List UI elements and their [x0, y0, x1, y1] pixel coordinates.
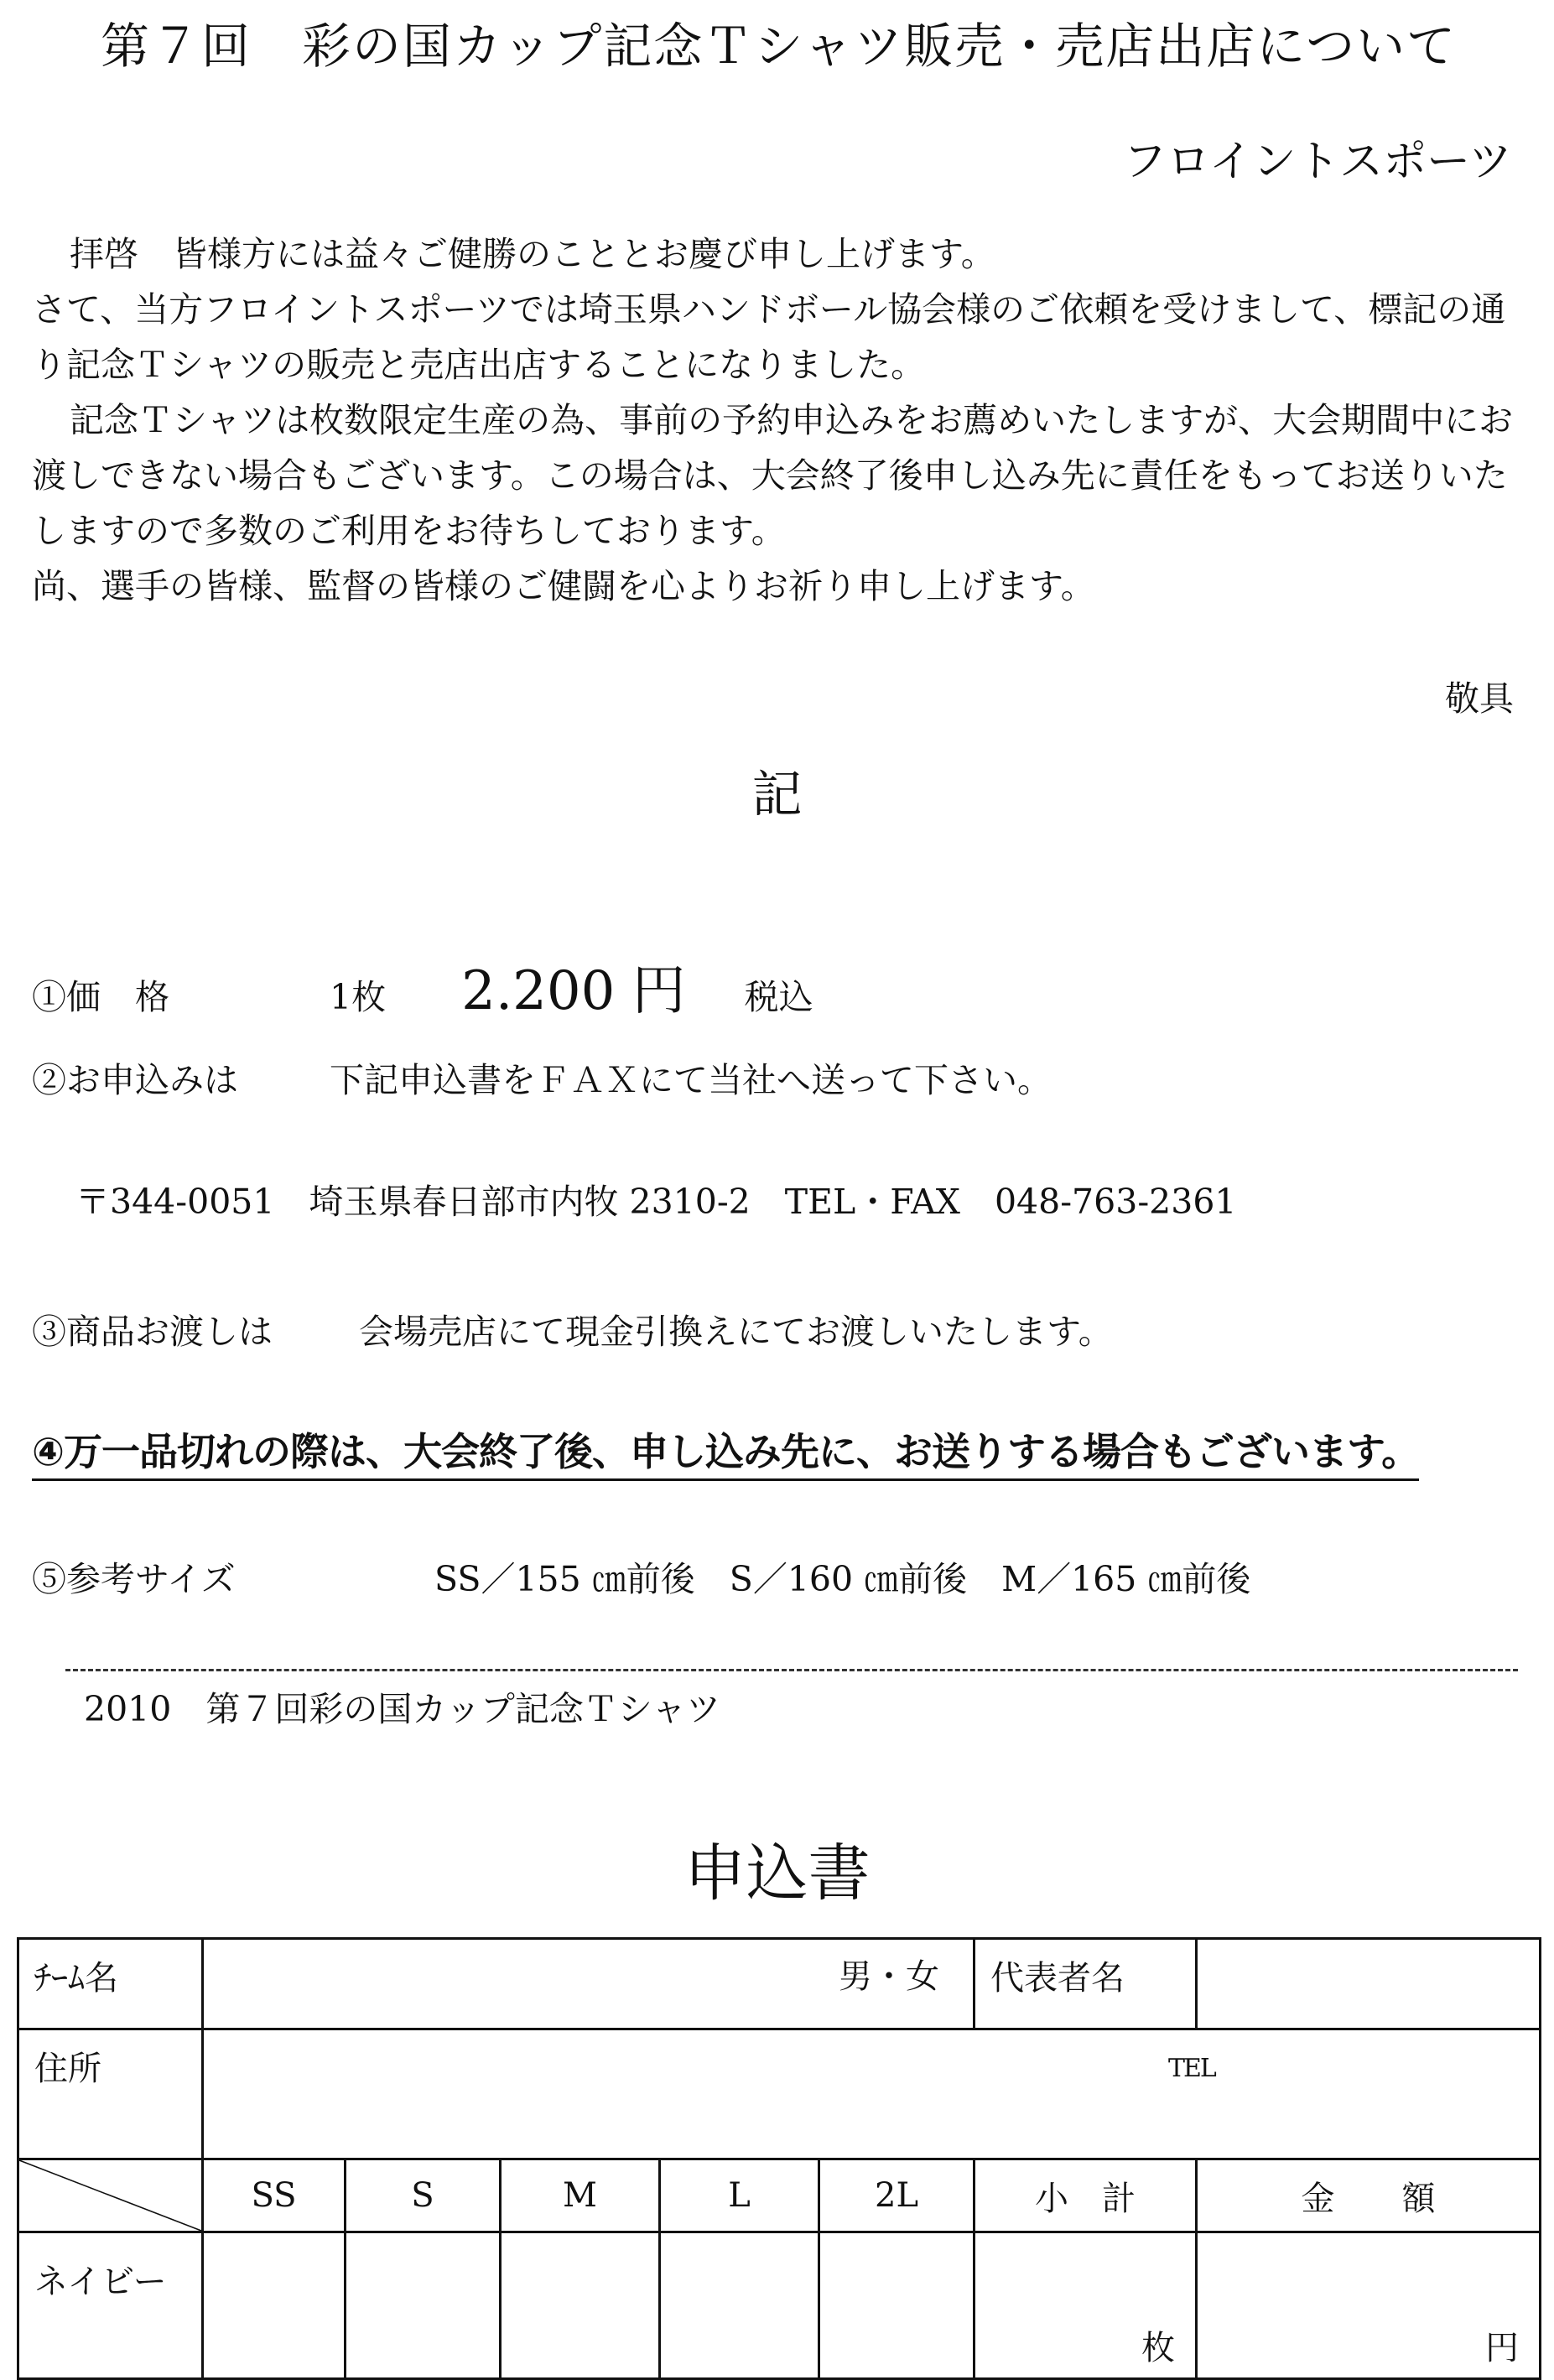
rep-label: 代表者名 — [990, 1959, 1125, 1998]
apply-label: ②お申込みは — [32, 1060, 238, 1100]
body-paragraph-greeting: 拝啓 皆様方には益々ご健勝のこととお慶び申し上げます。 — [70, 234, 995, 274]
item-sizes — [32, 1551, 1250, 1601]
qty-l-field[interactable] — [660, 2232, 819, 2379]
qty-2l-field[interactable] — [819, 2232, 974, 2379]
tel-label: TEL — [1168, 2054, 1215, 2083]
diagonal-line — [19, 2160, 201, 2231]
address-row — [18, 2029, 1541, 2159]
form-caption: 2010 第７回彩の国カップ記念Ｔシャツ — [84, 1689, 721, 1729]
qty-ss-field[interactable] — [203, 2232, 346, 2379]
body-paragraph-intro: さて、当方フロイントスポーツでは埼玉県ハンドボール協会様のご依頼を受けまして、標記の通り記念Ｔシャツの販売と売店出店することになりました。 — [32, 289, 1506, 385]
col-header-subtotal: 小 計 — [974, 2159, 1197, 2232]
rep-name-field[interactable] — [1197, 1939, 1541, 2029]
col-header-2l: 2L — [819, 2159, 974, 2232]
col-header-l: L — [660, 2159, 819, 2232]
subtotal-field[interactable] — [974, 2232, 1197, 2379]
team-label: ﾁｰﾑ名 — [34, 1959, 118, 1998]
rep-label-cell — [974, 1939, 1197, 2029]
delivery-label: ③商品お渡しは — [32, 1312, 273, 1352]
item-apply — [32, 1052, 1052, 1102]
ki-heading: 記 — [751, 766, 803, 824]
letter-body — [32, 226, 1525, 614]
col-header-amount: 金 額 — [1197, 2159, 1541, 2232]
notice-line: ④万一品切れの際は、大会終了後、申し込み先に、お送りする場合もございます。 — [32, 1421, 1419, 1481]
delivery-text: 会場売店にて現金引換えにてお渡しいたします。 — [359, 1312, 1113, 1352]
apply-text: 下記申込書をＦＡＸにて当社へ送って下さい。 — [330, 1060, 1052, 1100]
navy-row — [18, 2232, 1541, 2379]
unit-count: 枚 — [1141, 2329, 1176, 2367]
price-qty: 1枚 — [330, 977, 387, 1017]
col-header-ss: SS — [203, 2159, 346, 2232]
body-paragraph-details: 記念Ｔシャツは枚数限定生産の為、事前の予約申込みをお薦めいたしますが、大会期間中にお渡しできない場合もございます。この場合は、大会終了後申し込み先に責任をもってお送りいたしますので多数のご利用をお待ちしております。 — [32, 400, 1514, 551]
sender-name: フロイントスポーツ — [1123, 137, 1512, 187]
item-delivery — [32, 1304, 1113, 1354]
col-header-m: M — [501, 2159, 660, 2232]
navy-label-cell — [18, 2232, 203, 2379]
address-line: 〒344-0051 埼玉県春日部市内牧 2310-2 TEL・FAX 048-763-2361 — [75, 1182, 1237, 1222]
order-form-table — [17, 1937, 1541, 2380]
address-label-cell — [18, 2029, 203, 2159]
item-price — [32, 948, 813, 1025]
size-header-row — [18, 2159, 1541, 2232]
price-tax: 税込 — [744, 977, 813, 1017]
amount-field[interactable] — [1197, 2232, 1541, 2379]
document-title: 第７回 彩の国カップ記念Ｔシャツ販売・売店出店について — [101, 18, 1458, 75]
price-amount: 2.200 円 — [461, 960, 686, 1022]
address-label: 住所 — [34, 2050, 101, 2088]
form-title: 申込書 — [683, 1837, 871, 1910]
address-field[interactable] — [203, 2029, 1541, 2159]
qty-m-field[interactable] — [501, 2232, 660, 2379]
sizes-label: ⑤参考サイズ — [32, 1559, 236, 1599]
team-row — [18, 1939, 1541, 2029]
body-paragraph-wishes: 尚、選手の皆様、監督の皆様のご健闘を心よりお祈り申し上げます。 — [32, 566, 1095, 606]
unit-yen: 円 — [1485, 2329, 1520, 2367]
cut-line — [65, 1669, 1518, 1671]
closing-word: 敬具 — [1445, 678, 1514, 719]
qty-s-field[interactable] — [346, 2232, 501, 2379]
sizes-text: SS／155 ㎝前後 S／160 ㎝前後 M／165 ㎝前後 — [434, 1559, 1251, 1599]
team-name-field[interactable] — [203, 1939, 974, 2029]
navy-label: ネイビー — [34, 2263, 167, 2301]
diagonal-header-cell — [18, 2159, 203, 2232]
col-header-s: S — [346, 2159, 501, 2232]
gender-select[interactable]: 男・女 — [839, 1957, 940, 1996]
price-label: ①価 格 — [32, 977, 169, 1017]
team-label-cell — [18, 1939, 203, 2029]
